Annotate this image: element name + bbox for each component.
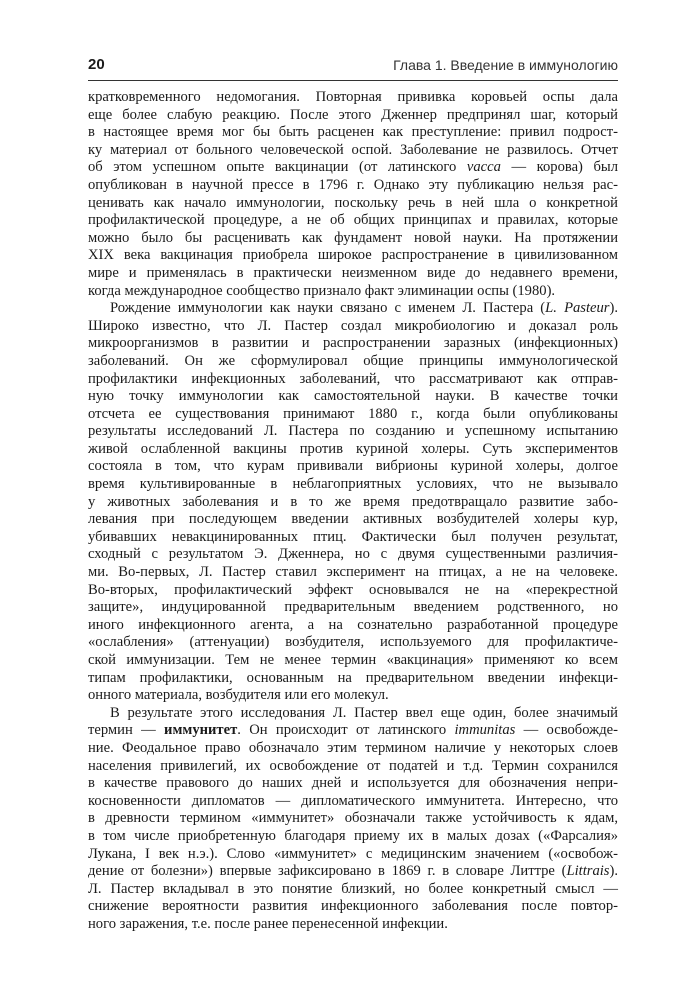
text-line: ценивать как начало иммунологии, поскольку речь в ней шла о конкретной <box>88 194 618 211</box>
bold-term: иммунитет <box>164 722 238 739</box>
text-line: у животных заболевания и в то же время предотвращало развитие забо- <box>88 493 618 510</box>
text-line: Во-вторых, профилактический эффект основывался не на «перекрестной <box>88 581 618 598</box>
paragraph <box>88 705 618 934</box>
text-line: Широко известно, что Л. Пастер создал микробиологию и доказал роль <box>88 317 618 334</box>
text-line: онного материала, возбудителя или его молекул. <box>88 687 389 704</box>
text-line: профилактики инфекционных заболеваний, что рассматривают как отправ- <box>88 370 618 387</box>
text-line: XIX века вакцинация приобрела широкое распространение в цивилизованном <box>88 247 618 264</box>
text-line: населения привилегий, их освобождение от податей и т.д. Термин сохранился <box>88 757 618 774</box>
running-header <box>88 54 618 81</box>
text-line: профилактической процедуре, а не об общих принципах и правилах, которые <box>88 212 618 229</box>
text-line: ку материал от больного человеческой оспой. Заболевание не развилось. Отчет <box>88 141 618 158</box>
text-line: заболеваний. Он же сформулировал общие принципы иммунологической <box>88 352 618 369</box>
text-line: отсчета ее существования принимают 1880 г., когда были опубликованы <box>88 405 618 422</box>
body-text <box>88 89 618 934</box>
text-line: когда международное сообщество признало факт элиминации оспы (1980). <box>88 282 556 299</box>
text-line: в качестве правового до наших дней и используется для обозначения непри- <box>88 775 618 792</box>
text-line <box>88 722 618 740</box>
italic-term: L. Pasteur <box>545 300 610 317</box>
text-line: ми. Во-первых, Л. Пастер ставил эксперимент на птицах, а не на человеке. <box>88 564 618 581</box>
text-line: живой ослабленной вакцины против куриной холеры. Суть экспериментов <box>88 440 618 457</box>
text-segment: . Он происходит от латинского <box>237 722 455 739</box>
text-line: опубликован в научной прессе в 1796 г. Однако эту публикацию нельзя рас- <box>88 176 618 193</box>
text-segment: ). <box>609 863 618 880</box>
text-line: В результате этого исследования Л. Пастер ввел еще один, более значимый <box>110 704 618 721</box>
text-segment: ). <box>609 300 618 317</box>
text-line: результаты исследований Л. Пастера по созданию и успешному испытанию <box>88 423 618 440</box>
paragraph <box>88 300 618 705</box>
text-line: в настоящее время мог бы быть расценен как преступление: привил подрост- <box>88 124 618 141</box>
text-line: можно было бы расценивать как фундамент новой науки. На протяжении <box>88 229 618 246</box>
chapter-title: Глава 1. Введение в иммунологию <box>393 57 618 73</box>
text-segment: термин — <box>88 722 165 739</box>
text-line: сходный с результатом Э. Дженнера, но с двумя существенными различия- <box>88 546 618 563</box>
text-segment: — корова) был <box>500 159 619 176</box>
text-line: микроорганизмов в развитии и распространении заразных (инфекционных) <box>88 335 618 352</box>
text-line: левания при последующем введении активных возбудителей холеры кур, <box>88 511 618 528</box>
text-line: защите», индуцированной предварительным введением родственного, но <box>88 599 618 616</box>
text-line: кратковременного недомогания. Повторная прививка коровьей оспы дала <box>88 89 618 105</box>
text-line: ской иммунизации. Тем не менее термин «вакцинация» применяют ко всем <box>88 652 618 668</box>
paragraph <box>88 89 618 300</box>
text-line: убивавших невакцинированных птиц. Фактически был получен результат, <box>88 528 618 545</box>
text-line <box>88 159 618 177</box>
text-line: Л. Пастер вкладывал в это понятие близкий, но более конкретный смысл — <box>88 880 618 897</box>
text-line: Лукана, I век н.э.). Слово «иммунитет» с медицинским значением («освобож- <box>88 845 618 862</box>
text-segment: — освобожде- <box>515 722 618 739</box>
text-line: в древности термином «иммунитет» обозначали также устойчивость к ядам, <box>88 810 618 827</box>
italic-term: Littrais <box>566 863 610 880</box>
italic-term: vacca <box>466 159 501 176</box>
text-line: снижение вероятности развития инфекционного заболевания после повтор- <box>88 898 618 915</box>
page-number: 20 <box>88 56 105 73</box>
text-segment: об этом успешном опыте вакцинации (от латинского <box>88 159 467 176</box>
text-line: косновенности дипломатов — дипломатического иммунитета. Интересно, что <box>88 792 618 809</box>
text-line: время культивированные в неблагоприятных условиях, что не вызывало <box>88 476 618 493</box>
text-line: ние. Феодальное право обозначало этим термином наличие у некоторых слоев <box>88 739 618 756</box>
text-line: «ослабления» (аттенуации) возбудителя, используемого для профилактиче- <box>88 634 618 651</box>
text-line <box>88 863 618 881</box>
italic-term: immunitas <box>454 722 516 739</box>
text-line: ную точку иммунологии как самостоятельной науки. В качестве точки <box>88 388 618 405</box>
text-line: состояла в том, что курам прививали вибрионы куриной холеры, долгое <box>88 458 618 475</box>
text-line: типам профилактики, основанным на предварительном введении инфекци- <box>88 669 618 686</box>
text-line <box>88 300 618 318</box>
text-segment: Рождение иммунологии как науки связано с именем Л. Пастера ( <box>110 300 546 317</box>
text-line: иного инфекционного агента, а на сознательно разработанной процедуре <box>88 616 618 633</box>
text-line: еще более слабую реакцию. После этого Дженнер предпринял шаг, который <box>88 106 618 123</box>
text-segment: дение от болезни») впервые зафиксировано в 1869 г. в словаре Литтре ( <box>88 863 567 880</box>
text-line: в том числе приобретенную благодаря приему их в малых дозах («Фарсалия» <box>88 827 618 844</box>
text-line: мире и применялась в практически неизменном виде до недавнего времени, <box>88 264 618 281</box>
text-line: ного заражения, т.е. после ранее перенесенной инфекции. <box>88 915 448 932</box>
